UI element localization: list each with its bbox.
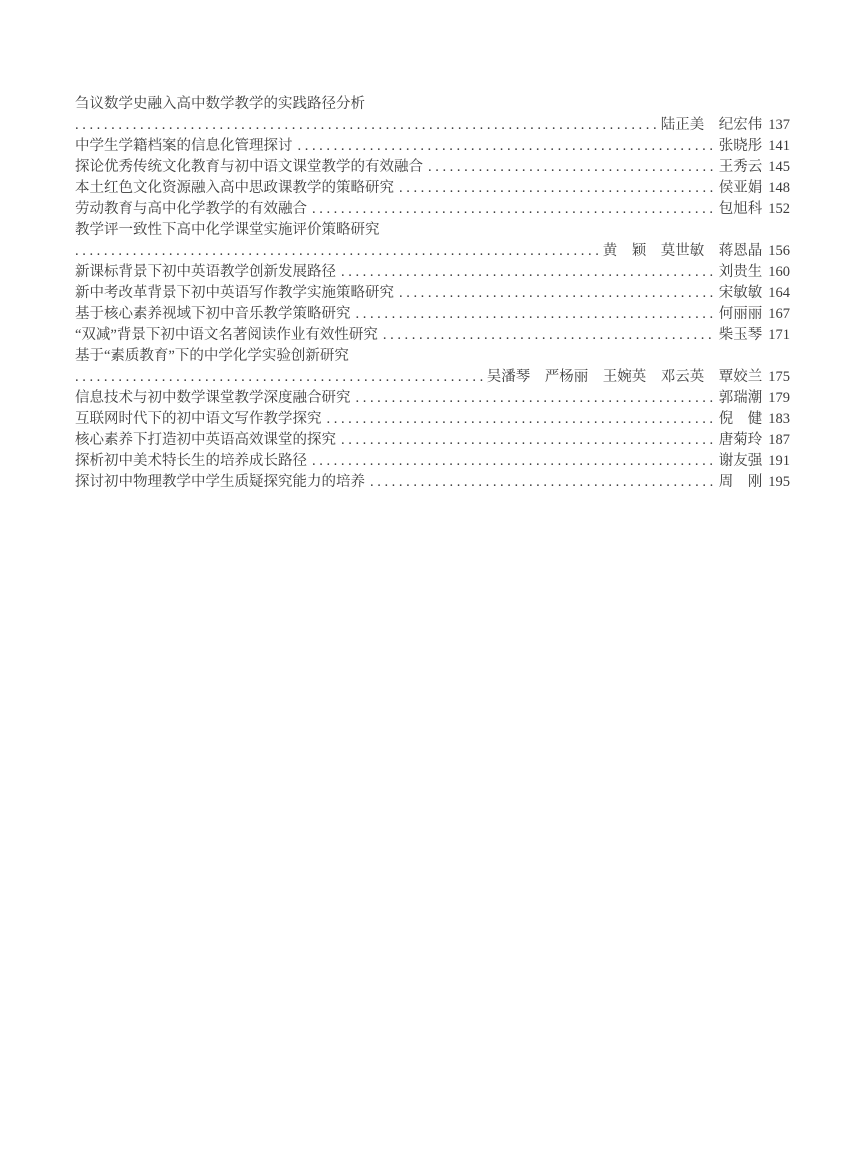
entry-line: [75, 283, 790, 304]
entry-title: 基于核心素养视域下初中音乐教学策略研究: [75, 306, 351, 322]
entry-line: [75, 409, 790, 430]
entry-authors: 侯亚娟: [718, 180, 763, 196]
entry-line: [75, 388, 790, 409]
toc-entry: [75, 346, 790, 388]
entry-title: 中学生学籍档案的信息化管理探讨: [75, 138, 293, 154]
entry-page: 160: [768, 264, 790, 280]
entry-line: [75, 178, 790, 199]
toc-entry: [75, 409, 790, 430]
dot-leader: [75, 367, 484, 388]
toc-entry: [75, 451, 790, 472]
entry-title: 信息技术与初中数学课堂教学深度融合研究: [75, 390, 351, 406]
entry-title: 核心素养下打造初中英语高效课堂的探究: [75, 432, 336, 448]
dot-leader: [341, 262, 716, 283]
entry-authors: 陆正美 纪宏伟: [660, 117, 763, 133]
dot-leader: [356, 388, 716, 409]
dot-leader: [428, 157, 716, 178]
entry-page: 195: [768, 474, 790, 490]
entry-line: [75, 472, 790, 493]
entry-title-line: [75, 346, 790, 367]
entry-page: 148: [768, 180, 790, 196]
entry-title-line: [75, 220, 790, 241]
dot-leader: [75, 241, 600, 262]
toc-entry: [75, 199, 790, 220]
entry-authors: 郭瑞潮: [718, 390, 763, 406]
entry-line: [75, 325, 790, 346]
dot-leader: [399, 283, 716, 304]
entry-authors: 倪 健: [718, 411, 763, 427]
entry-page: 175: [768, 369, 790, 385]
dot-leader: [341, 430, 716, 451]
toc-entry: [75, 283, 790, 304]
entry-authors: 谢友强: [718, 453, 763, 469]
entry-authors: 刘贵生: [718, 264, 763, 280]
entry-title: “双减”背景下初中语文名著阅读作业有效性研究: [75, 327, 378, 343]
entry-page: 145: [768, 159, 790, 175]
entry-line: [75, 136, 790, 157]
entry-authors: 柴玉琴: [718, 327, 763, 343]
entry-page: 179: [768, 390, 790, 406]
toc-entry: [75, 388, 790, 409]
entry-title-line: [75, 94, 790, 115]
entry-authors-line: [75, 115, 790, 136]
entry-title: 探论优秀传统文化教育与初中语文课堂教学的有效融合: [75, 159, 423, 175]
entry-line: [75, 430, 790, 451]
entry-authors: 吴潘琴 严杨丽 王婉英 邓云英 覃姣兰: [486, 369, 763, 385]
toc-entry: [75, 157, 790, 178]
dot-leader: [399, 178, 716, 199]
toc-entry: [75, 220, 790, 262]
entry-page: 156: [768, 243, 790, 259]
entry-page: 164: [768, 285, 790, 301]
entry-line: [75, 304, 790, 325]
toc-list: [75, 94, 790, 493]
dot-leader: [383, 325, 716, 346]
toc-entry: [75, 94, 790, 136]
toc-entry: [75, 304, 790, 325]
toc-entry: [75, 325, 790, 346]
toc-entry: [75, 472, 790, 493]
entry-page: 191: [768, 453, 790, 469]
dot-leader: [312, 199, 716, 220]
toc-entry: [75, 430, 790, 451]
entry-line: [75, 451, 790, 472]
entry-title: 新课标背景下初中英语教学创新发展路径: [75, 264, 336, 280]
entry-authors: 何丽丽: [718, 306, 763, 322]
dot-leader: [370, 472, 716, 493]
entry-authors-line: [75, 241, 790, 262]
entry-authors: 唐菊玲: [718, 432, 763, 448]
entry-page: 183: [768, 411, 790, 427]
toc-entry: [75, 262, 790, 283]
entry-line: [75, 262, 790, 283]
entry-title: 基于“素质教育”下的中学化学实验创新研究: [75, 348, 349, 364]
entry-page: 171: [768, 327, 790, 343]
entry-page: 137: [768, 117, 790, 133]
dot-leader: [327, 409, 716, 430]
dot-leader: [75, 115, 658, 136]
entry-title: 劳动教育与高中化学教学的有效融合: [75, 201, 307, 217]
toc-entry: [75, 136, 790, 157]
entry-line: [75, 199, 790, 220]
dot-leader: [298, 136, 716, 157]
entry-line: [75, 157, 790, 178]
entry-authors: 包旭科: [718, 201, 763, 217]
entry-title: 探讨初中物理教学中学生质疑探究能力的培养: [75, 474, 365, 490]
entry-title: 新中考改革背景下初中英语写作教学实施策略研究: [75, 285, 394, 301]
entry-authors: 张晓彤: [718, 138, 763, 154]
entry-title: 刍议数学史融入高中数学教学的实践路径分析: [75, 96, 365, 112]
entry-authors: 黄 颖 莫世敏 蒋恩晶: [602, 243, 763, 259]
entry-page: 167: [768, 306, 790, 322]
toc-entry: [75, 178, 790, 199]
entry-page: 152: [768, 201, 790, 217]
entry-page: 187: [768, 432, 790, 448]
entry-title: 探析初中美术特长生的培养成长路径: [75, 453, 307, 469]
entry-title: 互联网时代下的初中语文写作教学探究: [75, 411, 322, 427]
entry-authors-line: [75, 367, 790, 388]
entry-title: 教学评一致性下高中化学课堂实施评价策略研究: [75, 222, 380, 238]
dot-leader: [312, 451, 716, 472]
entry-title: 本土红色文化资源融入高中思政课教学的策略研究: [75, 180, 394, 196]
entry-authors: 王秀云: [718, 159, 763, 175]
entry-authors: 宋敏敏: [718, 285, 763, 301]
dot-leader: [356, 304, 716, 325]
entry-page: 141: [768, 138, 790, 154]
entry-authors: 周 刚: [718, 474, 763, 490]
